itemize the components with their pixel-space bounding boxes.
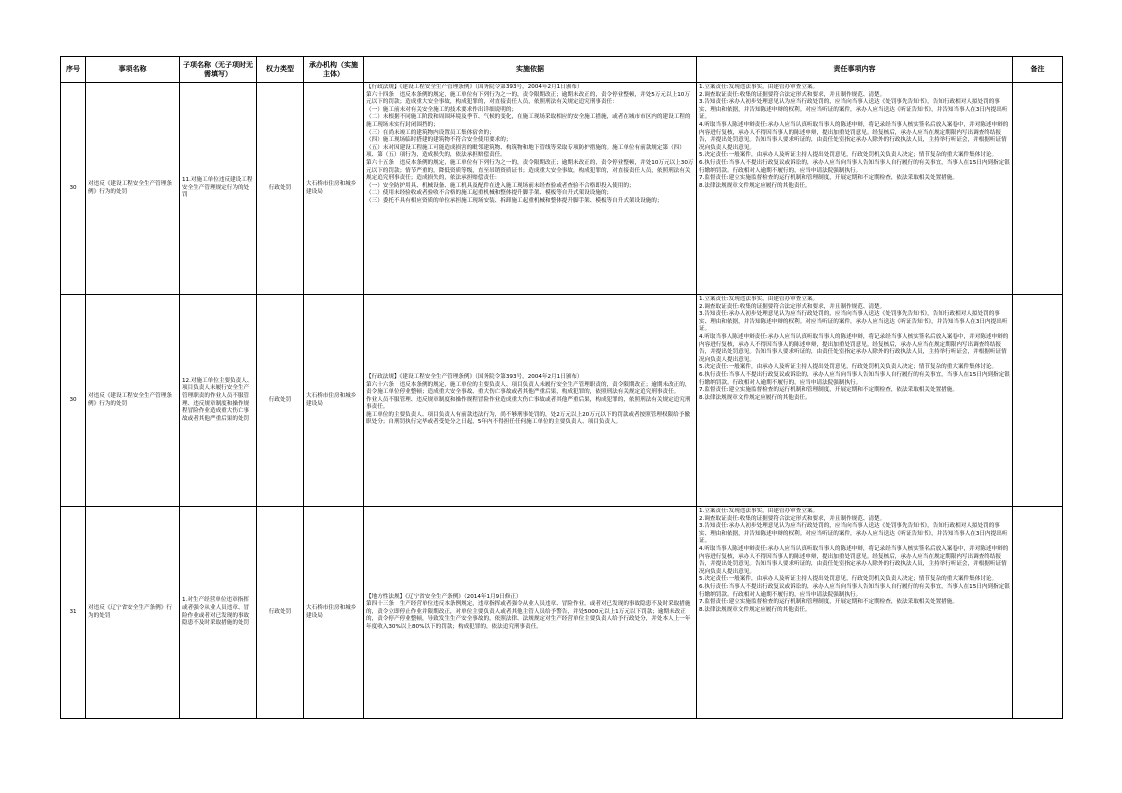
duty-line: 5.决定责任:一般案件，由承办人及听证主持人提出处罚意见，行政处罚机关负责人决定；情节复杂的重大案件集体讨论。 <box>699 364 998 371</box>
basis-line: 【行政法规】《建设工程安全生产管理条例》（国务院令第393号，2004年2月1日颁布） <box>366 84 583 90</box>
cell-remark <box>1013 507 1063 719</box>
cell-duty <box>697 295 1013 507</box>
duty-line: 2.调查取证责任:收集的证据要符合法定形式和要求，并且制作规范、清楚。 <box>699 515 886 522</box>
cell-basis <box>364 295 697 507</box>
basis-line: 作业人员不服管理、违反规章制度和操作规程冒险作业造成重大伤亡事故或者其他严重后果，构成犯罪的，依照刑法有关规定追究刑事责任。 <box>366 396 691 411</box>
basis-line: 第六十六条 违反本条例的规定，施工单位的主要负责人、项目负责人未履行安全生产管理职责的，责令限期改正；逾期未改正的，责令施工单位停业整顿；造成重大安全事故、重大伤亡事故或者其他严重后果，构成犯罪的，依照刑法有关规定追究刑事责任。 <box>366 381 691 396</box>
cell-agency: 大石桥市住房和城乡建设局 <box>304 507 364 719</box>
duty-line: 3.告知责任:承办人初步处理意见认为应当行政处罚的，应当向当事人送达《处罚事先告知书》，告知行政相对人拟处罚的事实、理由和依据，并告知陈述申辩的权利。对应当听证的案件，承办人应当送达《听证告知书》，并告知当事人在3日内提出听证。 <box>699 99 1008 121</box>
cell-duty <box>697 83 1013 295</box>
header-basis: 实施依据 <box>364 57 697 83</box>
duty-line: 4.听取当事人陈述申辩责任:承办人应当认真听取当事人的陈述申辩，将记录经当事人核实签名后放入案卷中，并对陈述申辩的内容进行复核，承办人不得因当事人的陈述申辩，提出加重处罚意见。经复核后，承办人应当在规定期限内写出调查终结报告，并提出处罚意见。告知当事人要求听证的，由责任处室指定承办人除外的行政执法人员，主持举行听证会，并根据听证情况向负责人提出意见。 <box>699 121 1009 151</box>
duty-line: 6.执行责任:当事人不提出行政复议或诉讼的，承办人应当向当事人告知当事人自行履行的有关事宜，当事人在15日内到指定银行缴纳罚款。行政相对人逾期不履行的，应当申请法院强制执行。 <box>699 159 1010 174</box>
table-row <box>61 295 1063 507</box>
header-power-type: 权力类型 <box>257 57 304 83</box>
duty-line: 4.听取当事人陈述申辩责任:承办人应当认真听取当事人的陈述申辩，将记录经当事人核实签名后放入案卷中，并对陈述申辩的内容进行复核，承办人不得因当事人的陈述申辩，提出加重处罚意见。经复核后，承办人应当在规定期限内写出调查终结报告，并提出处罚意见。告知当事人要求听证的，由责任处室指定承办人除外的行政执法人员，主持举行听证会，并根据听证情况向负责人提出意见。 <box>699 545 1009 575</box>
duty-line: 8.法律法规规章文件规定应履行的其他责任。 <box>699 394 811 401</box>
basis-line: 【行政法规】《建设工程安全生产管理条例》（国务院令第393号，2004年2月1日颁布） <box>366 373 583 380</box>
duty-line: 6.执行责任:当事人不提出行政复议或诉讼的，承办人应当向当事人告知当事人自行履行的有关事宜，当事人在15日内到指定银行缴纳罚款。行政相对人逾期不履行的，应当申请法院强制执行。 <box>699 583 1010 598</box>
basis-line: （四）施工现场临时搭建的建筑物不符合安全使用要求的； <box>366 137 512 144</box>
duty-line: 5.决定责任:一般案件，由承办人及听证主持人提出处罚意见，行政处罚机关负责人决定；情节复杂的重大案件集体讨论。 <box>699 152 998 159</box>
basis-line: 第六十五条 违反本条例的规定，施工单位有下列行为之一的，责令限期改正；逾期未改正的，责令停业整顿，并处10万元以上30万元以下的罚款；情节严重的，降低资质等级，直至吊销资质证书；造成重大安全事故，构成犯罪的，对直接责任人员，依照刑法有关规定追究刑事责任；造成损失的，依法承担赔偿责任： <box>366 159 694 182</box>
duty-line: 6.执行责任:当事人不提出行政复议或诉讼的，承办人应当向当事人告知当事人自行履行的有关事宜，当事人在15日内到指定银行缴纳罚款。行政相对人逾期不履行的，应当申请法院强制执行。 <box>699 371 1010 386</box>
duty-line: 8.法律法规规章文件规定应履行的其他责任。 <box>699 182 811 189</box>
duty-line: 1.立案责任:发现违法事实，由建管办审查立案。 <box>699 508 819 514</box>
cell-remark <box>1013 295 1063 507</box>
basis-line: （二）未根据不同施工阶段和周围环境及季节、气候的变化，在施工现场采取相应的安全施工措施，或者在城市市区内的建设工程的施工现场未实行封闭围挡的； <box>366 114 691 128</box>
header-seq: 序号 <box>61 57 86 83</box>
cell-basis <box>364 83 697 295</box>
duty-line: 5.决定责任:一般案件，由承办人及听证主持人提出处罚意见，行政处罚机关负责人决定；情节复杂的重大案件集体讨论。 <box>699 576 998 583</box>
duty-line: 1.立案责任:发现违法事实，由建管办审查立案。 <box>699 84 819 90</box>
basis-line: 【地方性法规】《辽宁省安全生产条例》（2014年1月9日修正） <box>366 593 522 600</box>
cell-duty <box>697 507 1013 719</box>
basis-line: （一）施工前未对有关安全施工的技术要求作出详细说明的； <box>366 106 518 113</box>
basis-line: （二）使用未经验收或者验收不合格的施工起重机械和整体提升脚手架、模板等自升式架设设施的； <box>366 190 613 197</box>
cell-item-name: 对违反《建设工程安全生产管理条例》行为的处罚 <box>86 83 180 295</box>
header-duty: 责任事项内容 <box>697 57 1013 83</box>
cell-sub-item: 11.对施工单位违反建设工程安全生产管理规定行为的处罚 <box>180 83 257 295</box>
cell-power-type: 行政处罚 <box>257 83 304 295</box>
basis-line: （三）在尚未竣工的建筑物内设置员工集体宿舍的； <box>366 129 495 136</box>
cell-agency: 大石桥市住房和城乡建设局 <box>304 83 364 295</box>
cell-seq: 31 <box>61 507 86 719</box>
duty-line: 1.立案责任:发现违法事实，由建管办审查立案。 <box>699 296 819 302</box>
cell-item-name: 对违反《辽宁省安全生产条例》行为的处罚 <box>86 507 180 719</box>
cell-seq: 30 <box>61 83 86 295</box>
duty-line: 7.监督责任:建立实施监督检查的运行机制和管理制度，开展定期和不定期检查，依法采取相关处置措施。 <box>699 387 958 394</box>
cell-sub-item: 12.对施工单位主要负责人、项目负责人未履行安全生产管理职责的作业人员不服管理、违反规章制度和操作规程冒险作业造成重大伤亡事故或者其他严重后果的处罚 <box>180 295 257 507</box>
basis-line: （一）安全防护用具、机械设备、施工机具及配件在进入施工现场前未经查验或者查验不合格即投入使用的； <box>366 182 635 189</box>
duty-line: 2.调查取证责任:收集的证据要符合法定形式和要求，并且制作规范、清楚。 <box>699 303 886 310</box>
cell-agency: 大石桥市住房和城乡建设局 <box>304 295 364 507</box>
basis-line: （五）未对因建设工程施工可能造成损害的毗邻建筑物、构筑物和地下管线等采取专项防护措施的。施工单位有前款规定第（四）项、第（五）项行为，造成损失的，依法承担赔偿责任。 <box>366 144 685 159</box>
header-item-name: 事项名称 <box>86 57 180 83</box>
basis-line: 施工单位的主要负责人、项目负责人有前款违法行为，尚不够刑事处罚的，处2万元以上20万元以下的罚款或者按照管理权限给予撤职处分；自刑罚执行完毕或者受处分之日起，5年内不得担任任何施工单位的主要负责人、项目负责人。 <box>366 411 690 426</box>
header-agency: 承办机构（实施主体） <box>304 57 364 83</box>
duty-line: 7.监督责任:建立实施监督检查的运行机制和管理制度，开展定期和不定期检查，依法采取相关处置措施。 <box>699 175 958 182</box>
duty-line: 3.告知责任:承办人初步处理意见认为应当行政处罚的，应当向当事人送达《处罚事先告知书》，告知行政相对人拟处罚的事实、理由和依据，并告知陈述申辩的权利。对应当听证的案件，承办人应当送达《听证告知书》，并告知当事人在3日内提出听证。 <box>699 311 1008 333</box>
header-remark: 备注 <box>1013 57 1063 83</box>
header-sub-item: 子项名称（无子项时无需填写） <box>180 57 257 83</box>
cell-seq: 30 <box>61 295 86 507</box>
cell-power-type: 行政处罚 <box>257 295 304 507</box>
table-row <box>61 507 1063 719</box>
duty-line: 3.告知责任:承办人初步处理意见认为应当行政处罚的，应当向当事人送达《处罚事先告知书》，告知行政相对人拟处罚的事实、理由和依据，并告知陈述申辩的权利。对应当听证的案件，承办人应当送达《听证告知书》，并告知当事人在3日内提出听证。 <box>699 523 1008 545</box>
duty-line: 4.听取当事人陈述申辩责任:承办人应当认真听取当事人的陈述申辩，将记录经当事人核实签名后放入案卷中，并对陈述申辩的内容进行复核，承办人不得因当事人的陈述申辩，提出加重处罚意见。经复核后，承办人应当在规定期限内写出调查终结报告，并提出处罚意见。告知当事人要求听证的，由责任处室指定承办人除外的行政执法人员，主持举行听证会，并根据听证情况向负责人提出意见。 <box>699 333 1009 363</box>
cell-remark <box>1013 83 1063 295</box>
duty-line: 2.调查取证责任:收集的证据要符合法定形式和要求，并且制作规范、清楚。 <box>699 91 886 98</box>
basis-line: 第六十四条 违反本条例的规定，施工单位有下列行为之一的，责令限期改正；逾期未改正的，责令停业整顿，并处5万元以上10万元以下的罚款；造成重大安全事故，构成犯罪的，对直接责任人员，依照刑法有关规定追究刑事责任： <box>366 91 690 106</box>
duty-line: 8.法律法规规章文件规定应履行的其他责任。 <box>699 606 811 613</box>
cell-sub-item: 1.对生产经营单位违章指挥或者强令从业人员违章、冒险作业或者对已发现的事故隐患不及时采取措施的处罚 <box>180 507 257 719</box>
responsibility-table <box>60 56 1063 719</box>
header-row <box>61 57 1063 83</box>
cell-item-name: 对违反《建设工程安全生产管理条例》行为的处罚 <box>86 295 180 507</box>
table-row <box>61 83 1063 295</box>
duty-line: 7.监督责任:建立实施监督检查的运行机制和管理制度，开展定期和不定期检查，依法采取相关处置措施。 <box>699 599 958 606</box>
cell-power-type: 行政处罚 <box>257 507 304 719</box>
basis-line: 第四十三条 生产经营单位违反本条例规定，违章指挥或者强令从业人员违章、冒险作业，或者对已发现的事故隐患不及时采取措施的，责令立即停止作业并限期改正，对单位主要负责人或者其他主管人员给予警告，并处5000元以上1万元以下罚款；逾期未改正的，责令停产停业整顿，导致发生生产安全事故的，依照法律、法规规定对生产经营单位主要负责人给予行政处分，并处本人上一年年度收入30%以上80%以下的罚款；构成犯罪的，依法追究刑事责任。 <box>366 601 691 630</box>
basis-line: （三）委托不具有相应资质的单位承担施工现场安装、拆卸施工起重机械和整体提升脚手架、模板等自升式架设设施的； <box>366 197 663 204</box>
cell-basis <box>364 507 697 719</box>
